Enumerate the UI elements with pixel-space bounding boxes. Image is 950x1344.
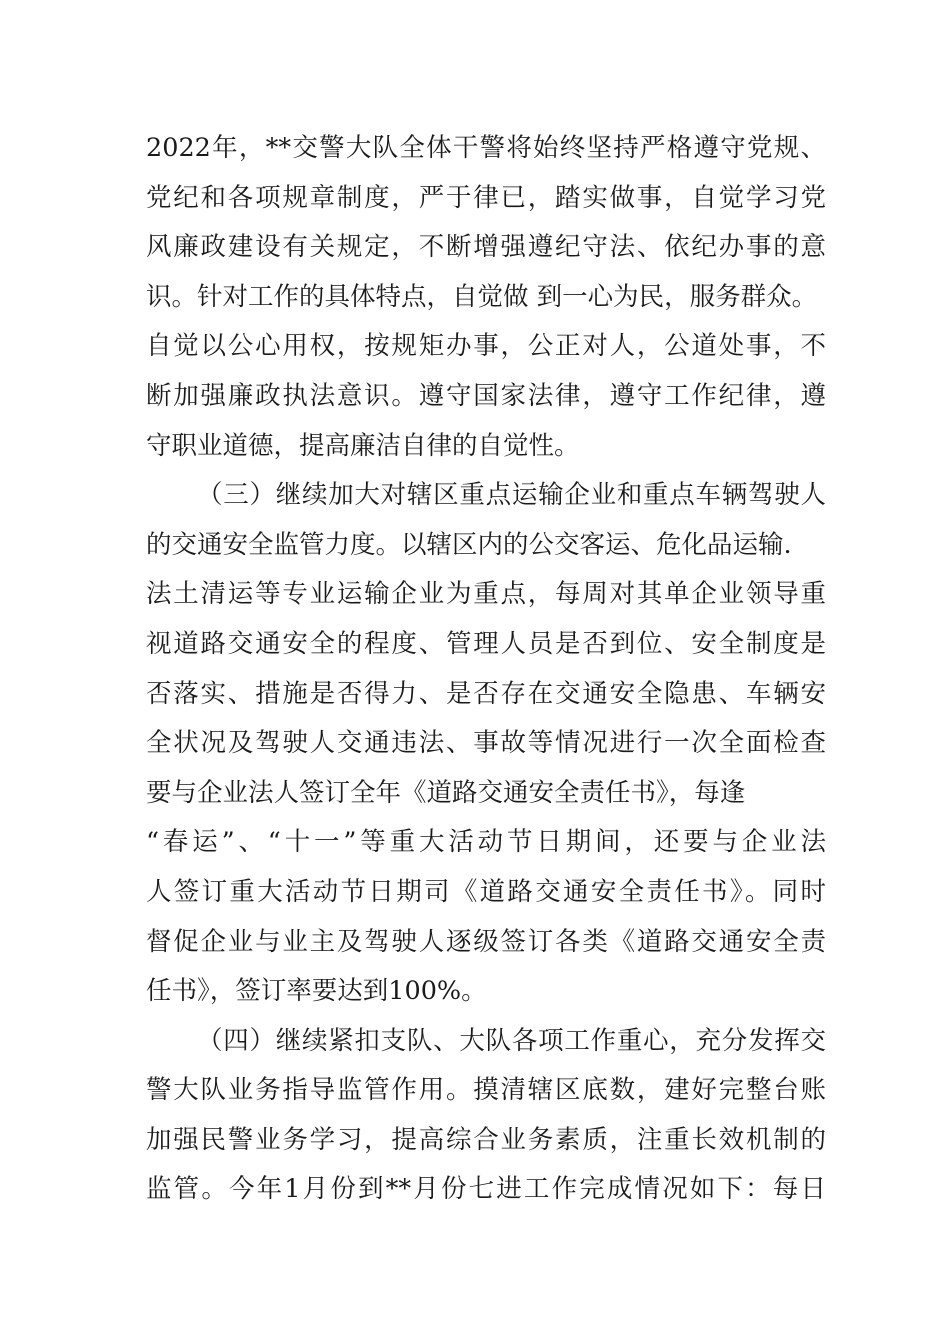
text-line: 2022年，**交警大队全体干警将始终坚持严格遵守党规、 — [146, 133, 826, 163]
text-line: 监管。今年1月份到**月份七进工作完成情况如下：每日 — [146, 1174, 826, 1205]
text-line: 的交通安全监管力度。以辖区内的公交客运、危化品运输. — [146, 529, 792, 560]
text-line: 视道路交通安全的程度、管理人员是否到位、安全制度是 — [146, 628, 826, 659]
text-line: 断加强廉政执法意识。遵守国家法律，遵守工作纪律，遵 — [146, 380, 826, 411]
text-line: 加强民警业务学习，提高综合业务素质，注重长效机制的 — [146, 1124, 826, 1155]
text-line: 法土清运等专业运输企业为重点，每周对其单企业领导重 — [146, 579, 826, 610]
text-line: 风廉政建设有关规定，不断增强遵纪守法、依纪办事的意 — [146, 232, 826, 263]
document-body — [146, 124, 826, 1215]
text-line: “春运”、“十一”等重大活动节日期间，还要与企业法 — [146, 827, 826, 858]
text-line: 督促企业与业主及驾驶人逐级签订各类《道路交通安全责 — [146, 926, 826, 957]
text-line: 人签订重大活动节日期司《道路交通安全责任书》。同时 — [146, 876, 826, 907]
paragraph-end-line: 守职业道德，提高廉洁自律的自觉性。 — [146, 430, 580, 461]
text-line: 自觉以公心用权，按规矩办事，公正对人，公道处事，不 — [146, 331, 826, 362]
paragraph-end-line: 任书》，签订率要达到100%。 — [146, 976, 487, 1007]
text-line: 识。针对工作的具体特点，自觉做 到一心为民，服务群众。 — [146, 281, 818, 312]
text-line: 全状况及驾驶人交通违法、事故等情况进行一次全面检查 — [146, 728, 826, 759]
text-line: 要与企业法人签订全年《道路交通安全责任书》，每逢 — [146, 777, 746, 808]
paragraph-heading-line: （四）继续紧扣支队、大队各项工作重心，充分发挥交 — [197, 1025, 826, 1056]
paragraph-heading-line: （三）继续加大对辖区重点运输企业和重点车辆驾驶人 — [197, 480, 826, 511]
text-line: 党纪和各项规章制度，严于律已，踏实做事，自觉学习党 — [146, 182, 826, 213]
text-line: 否落实、措施是否得力、是否存在交通安全隐患、车辆安 — [146, 678, 826, 709]
text-line: 警大队业务指导监管作用。摸清辖区底数，建好完整台账 — [146, 1075, 826, 1106]
